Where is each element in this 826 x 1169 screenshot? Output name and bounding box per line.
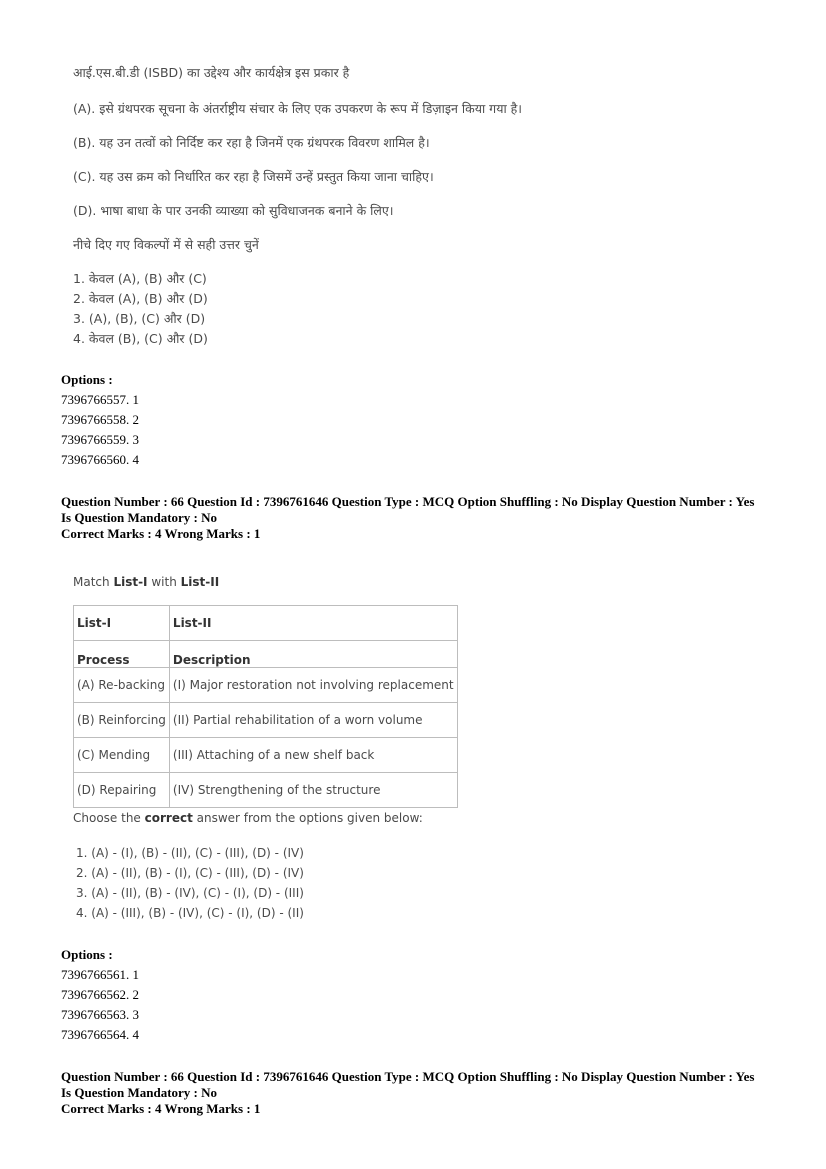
table-subheader-row — [74, 641, 458, 668]
options-label: Options : — [61, 947, 113, 962]
choose-instruction: नीचे दिए गए विकल्पों में से सही उत्तर चुनें — [73, 237, 259, 252]
meta-line: Is Question Mandatory : No — [61, 1085, 218, 1100]
option-item: 7396766559. 3 — [61, 432, 139, 447]
table-row — [74, 773, 458, 808]
choose-suffix: answer from the options given below: — [192, 811, 423, 825]
table-cell: (IV) Strengthening of the structure — [169, 773, 457, 808]
statement-c: (C). यह उस क्रम को निर्धारित कर रहा है जिसमें उन्हें प्रस्तुत किया जाना चाहिए। — [73, 169, 434, 184]
choice-item: 2. केवल (A), (B) और (D) — [73, 291, 208, 306]
choose-bold: correct — [144, 811, 193, 825]
table-subheader-cell: Process — [74, 641, 170, 668]
table-header-cell: List-I — [74, 606, 170, 641]
table-cell: (A) Re-backing — [74, 668, 170, 703]
options-block — [61, 945, 139, 1045]
table-cell: (B) Reinforcing — [74, 703, 170, 738]
choice-item: 3. (A) - (II), (B) - (IV), (C) - (I), (D) - (III) — [76, 886, 304, 900]
match-list2: List-II — [180, 575, 220, 589]
meta-line: Question Number : 66 Question Id : 7396761646 Question Type : MCQ Option Shuffling : No Display Question Number : Yes — [61, 494, 755, 509]
choice-item: 4. (A) - (III), (B) - (IV), (C) - (I), (D) - (II) — [76, 906, 304, 920]
question-title: आई.एस.बी.डी (ISBD) का उद्देश्य और कार्यक्षेत्र इस प्रकार है — [73, 65, 350, 80]
table-row — [74, 738, 458, 773]
table-cell: (III) Attaching of a new shelf back — [169, 738, 457, 773]
table-header-row — [74, 606, 458, 641]
question-meta — [61, 1069, 781, 1117]
table-cell: (I) Major restoration not involving replacement — [169, 668, 457, 703]
table-cell: (C) Mending — [74, 738, 170, 773]
match-with: with — [147, 575, 181, 589]
option-item: 7396766557. 1 — [61, 392, 139, 407]
choice-list — [76, 843, 304, 923]
match-instruction — [73, 575, 219, 589]
option-item: 7396766560. 4 — [61, 452, 139, 467]
meta-line: Correct Marks : 4 Wrong Marks : 1 — [61, 526, 261, 541]
choice-item: 1. (A) - (I), (B) - (II), (C) - (III), (D) - (IV) — [76, 846, 304, 860]
statement-b: (B). यह उन तत्वों को निर्दिष्ट कर रहा है जिनमें एक ग्रंथपरक विवरण शामिल है। — [73, 135, 430, 150]
choose-prefix: Choose the — [73, 811, 145, 825]
choice-list — [73, 269, 208, 349]
meta-line: Correct Marks : 4 Wrong Marks : 1 — [61, 1101, 261, 1116]
statement-d: (D). भाषा बाधा के पार उनकी व्याख्या को सुविधाजनक बनाने के लिए। — [73, 203, 394, 218]
options-block — [61, 370, 139, 470]
meta-line: Question Number : 66 Question Id : 7396761646 Question Type : MCQ Option Shuffling : No Display Question Number : Yes — [61, 1069, 755, 1084]
match-list1: List-I — [113, 575, 148, 589]
statement-a: (A). इसे ग्रंथपरक सूचना के अंतर्राष्ट्रीय संचार के लिए एक उपकरण के रूप में डिज़ाइन किया गया है। — [73, 101, 523, 116]
choose-instruction — [73, 811, 423, 825]
choice-item: 4. केवल (B), (C) और (D) — [73, 331, 208, 346]
option-item: 7396766558. 2 — [61, 412, 139, 427]
option-item: 7396766561. 1 — [61, 967, 139, 982]
match-table — [73, 605, 458, 808]
option-item: 7396766564. 4 — [61, 1027, 139, 1042]
match-prefix: Match — [73, 575, 114, 589]
table-row — [74, 703, 458, 738]
option-item: 7396766562. 2 — [61, 987, 139, 1002]
options-label: Options : — [61, 372, 113, 387]
table-row — [74, 668, 458, 703]
choice-item: 3. (A), (B), (C) और (D) — [73, 311, 206, 326]
choice-item: 1. केवल (A), (B) और (C) — [73, 271, 207, 286]
table-header-cell: List-II — [169, 606, 457, 641]
table-subheader-cell: Description — [169, 641, 457, 668]
question-meta — [61, 494, 781, 542]
meta-line: Is Question Mandatory : No — [61, 510, 218, 525]
table-cell: (II) Partial rehabilitation of a worn volume — [169, 703, 457, 738]
choice-item: 2. (A) - (II), (B) - (I), (C) - (III), (D) - (IV) — [76, 866, 304, 880]
table-cell: (D) Repairing — [74, 773, 170, 808]
option-item: 7396766563. 3 — [61, 1007, 139, 1022]
